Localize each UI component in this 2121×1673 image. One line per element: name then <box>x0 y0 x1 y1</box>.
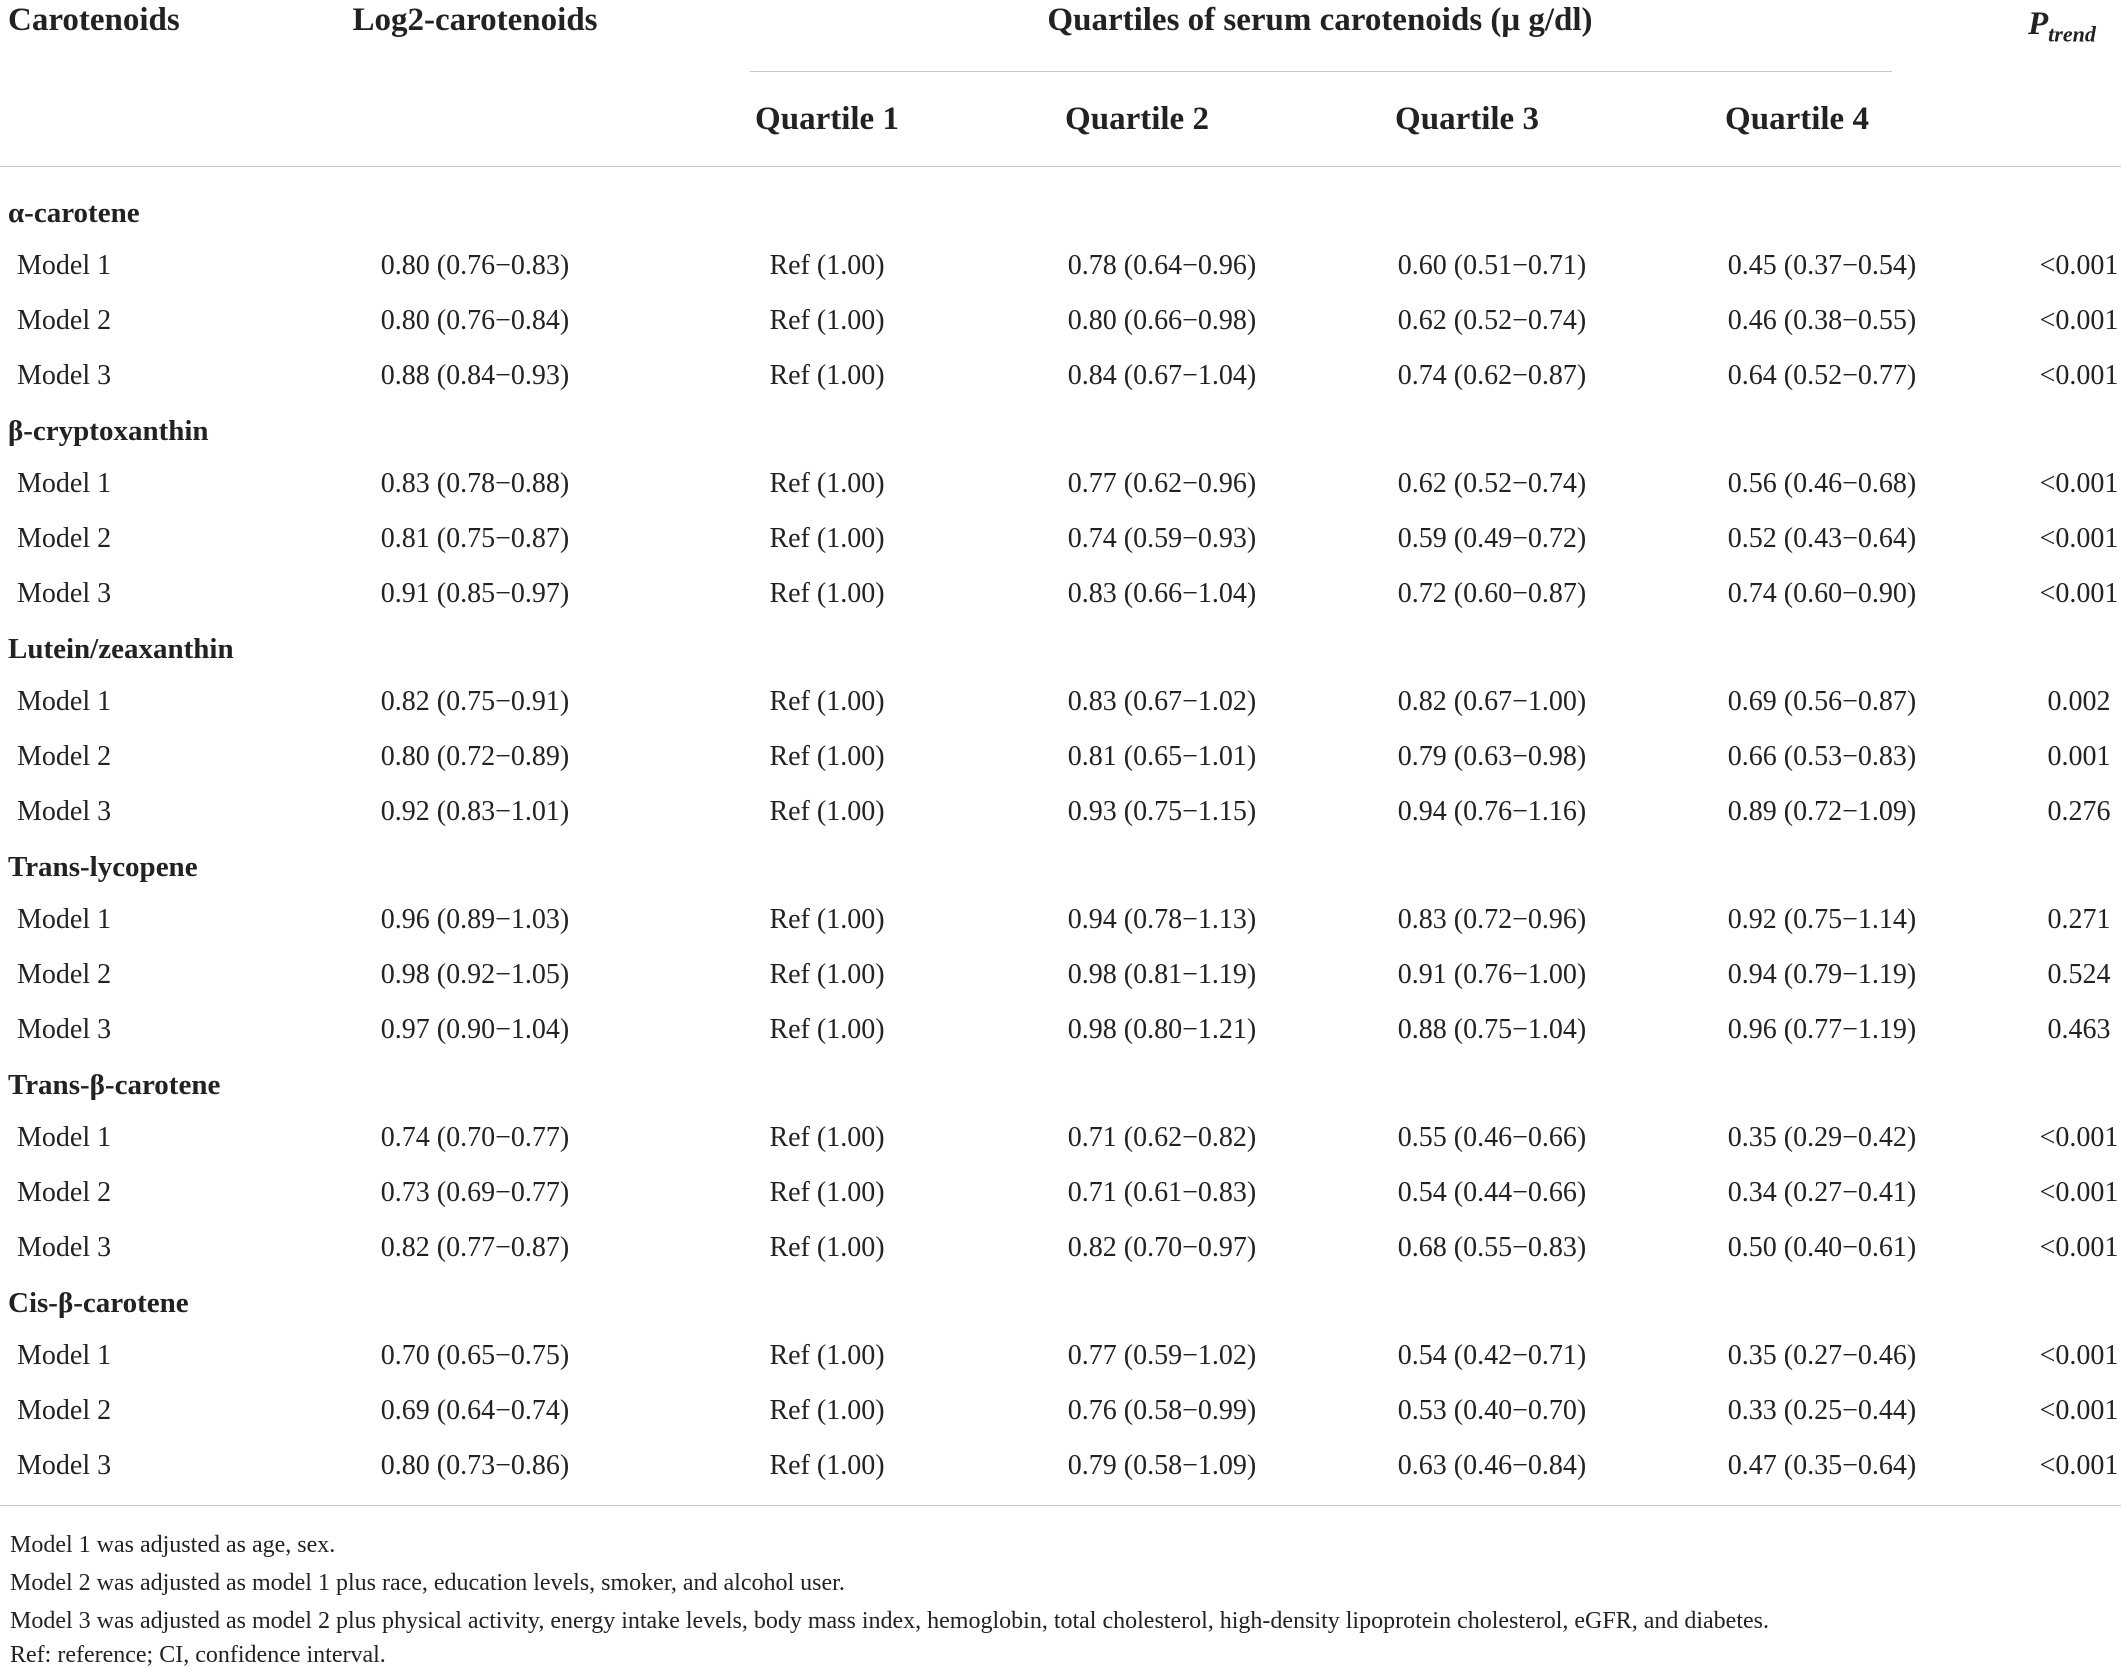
q4-value: 0.74 (0.60−0.90) <box>1727 578 1917 609</box>
header-bottom-rule <box>0 166 2121 167</box>
header-p-trend <box>2028 4 2096 55</box>
p-trend-value: <0.001 <box>2039 1232 2119 1263</box>
q1-value: Ref (1.00) <box>769 959 885 990</box>
model-label: Model 2 <box>17 959 112 990</box>
q4-value: 0.52 (0.43−0.64) <box>1727 523 1917 554</box>
p-trend-value: <0.001 <box>2039 305 2119 336</box>
q2-value: 0.83 (0.66−1.04) <box>1067 578 1257 609</box>
p-trend-main: P <box>2028 6 2049 42</box>
q4-value: 0.33 (0.25−0.44) <box>1727 1395 1917 1426</box>
q2-value: 0.78 (0.64−0.96) <box>1067 250 1257 281</box>
q2-value: 0.84 (0.67−1.04) <box>1067 360 1257 391</box>
q3-value: 0.88 (0.75−1.04) <box>1397 1014 1587 1045</box>
footnote: Ref: reference; CI, confidence interval. <box>10 1642 386 1668</box>
model-label: Model 3 <box>17 360 112 391</box>
log2-value: 0.96 (0.89−1.03) <box>380 904 570 935</box>
q1-value: Ref (1.00) <box>769 1395 885 1426</box>
q3-value: 0.72 (0.60−0.87) <box>1397 578 1587 609</box>
p-trend-value: 0.001 <box>2047 741 2111 772</box>
model-label: Model 3 <box>17 1450 112 1481</box>
q1-value: Ref (1.00) <box>769 1232 885 1263</box>
model-label: Model 1 <box>17 1340 112 1371</box>
q1-value: Ref (1.00) <box>769 360 885 391</box>
header-group-rule <box>750 71 1892 72</box>
p-trend-value: <0.001 <box>2039 1450 2119 1481</box>
q4-value: 0.56 (0.46−0.68) <box>1727 468 1917 499</box>
p-trend-value: <0.001 <box>2039 250 2119 281</box>
header-quartiles-group: Quartiles of serum carotenoids (μ g/dl) <box>1047 2 1593 38</box>
q1-value: Ref (1.00) <box>769 305 885 336</box>
q1-value: Ref (1.00) <box>769 1340 885 1371</box>
p-trend-value: <0.001 <box>2039 523 2119 554</box>
q1-value: Ref (1.00) <box>769 250 885 281</box>
header-quartile-4: Quartile 4 <box>1725 101 1869 137</box>
log2-value: 0.82 (0.77−0.87) <box>380 1232 570 1263</box>
q3-value: 0.60 (0.51−0.71) <box>1397 250 1587 281</box>
q2-value: 0.77 (0.62−0.96) <box>1067 468 1257 499</box>
table-bottom-rule <box>0 1505 2121 1506</box>
log2-value: 0.80 (0.73−0.86) <box>380 1450 570 1481</box>
p-trend-value: <0.001 <box>2039 578 2119 609</box>
q2-value: 0.79 (0.58−1.09) <box>1067 1450 1257 1481</box>
q3-value: 0.62 (0.52−0.74) <box>1397 468 1587 499</box>
log2-value: 0.80 (0.76−0.84) <box>380 305 570 336</box>
group-label: α-carotene <box>8 197 140 229</box>
p-trend-value: 0.271 <box>2047 904 2111 935</box>
q4-value: 0.66 (0.53−0.83) <box>1727 741 1917 772</box>
q4-value: 0.92 (0.75−1.14) <box>1727 904 1917 935</box>
model-label: Model 1 <box>17 250 112 281</box>
q4-value: 0.46 (0.38−0.55) <box>1727 305 1917 336</box>
q4-value: 0.34 (0.27−0.41) <box>1727 1177 1917 1208</box>
q2-value: 0.71 (0.62−0.82) <box>1067 1122 1257 1153</box>
p-trend-value: <0.001 <box>2039 360 2119 391</box>
q2-value: 0.82 (0.70−0.97) <box>1067 1232 1257 1263</box>
model-label: Model 2 <box>17 1395 112 1426</box>
q4-value: 0.64 (0.52−0.77) <box>1727 360 1917 391</box>
log2-value: 0.92 (0.83−1.01) <box>380 796 570 827</box>
log2-value: 0.74 (0.70−0.77) <box>380 1122 570 1153</box>
q3-value: 0.62 (0.52−0.74) <box>1397 305 1587 336</box>
log2-value: 0.91 (0.85−0.97) <box>380 578 570 609</box>
q3-value: 0.94 (0.76−1.16) <box>1397 796 1587 827</box>
q3-value: 0.82 (0.67−1.00) <box>1397 686 1587 717</box>
group-label: Cis-β-carotene <box>8 1287 189 1319</box>
footnote: Model 1 was adjusted as age, sex. <box>10 1532 336 1558</box>
q2-value: 0.93 (0.75−1.15) <box>1067 796 1257 827</box>
p-trend-value: <0.001 <box>2039 468 2119 499</box>
model-label: Model 3 <box>17 578 112 609</box>
q1-value: Ref (1.00) <box>769 578 885 609</box>
q2-value: 0.98 (0.80−1.21) <box>1067 1014 1257 1045</box>
header-carotenoids: Carotenoids <box>8 2 180 38</box>
q3-value: 0.55 (0.46−0.66) <box>1397 1122 1587 1153</box>
q4-value: 0.69 (0.56−0.87) <box>1727 686 1917 717</box>
p-trend-value: 0.002 <box>2047 686 2111 717</box>
log2-value: 0.83 (0.78−0.88) <box>380 468 570 499</box>
header-quartile-1: Quartile 1 <box>755 101 899 137</box>
q1-value: Ref (1.00) <box>769 1122 885 1153</box>
q1-value: Ref (1.00) <box>769 1177 885 1208</box>
footnote: Model 3 was adjusted as model 2 plus physical activity, energy intake levels, body mass index, hemoglobin, total cholesterol, high-density lipoprotein cholesterol, eGFR, and diabetes. <box>10 1608 1769 1634</box>
group-label: β-cryptoxanthin <box>8 415 209 447</box>
q1-value: Ref (1.00) <box>769 468 885 499</box>
q3-value: 0.68 (0.55−0.83) <box>1397 1232 1587 1263</box>
q2-value: 0.80 (0.66−0.98) <box>1067 305 1257 336</box>
q1-value: Ref (1.00) <box>769 1014 885 1045</box>
header-quartile-3: Quartile 3 <box>1395 101 1539 137</box>
q2-value: 0.76 (0.58−0.99) <box>1067 1395 1257 1426</box>
q4-value: 0.50 (0.40−0.61) <box>1727 1232 1917 1263</box>
log2-value: 0.97 (0.90−1.04) <box>380 1014 570 1045</box>
q2-value: 0.98 (0.81−1.19) <box>1067 959 1257 990</box>
model-label: Model 1 <box>17 904 112 935</box>
q3-value: 0.59 (0.49−0.72) <box>1397 523 1587 554</box>
model-label: Model 3 <box>17 1014 112 1045</box>
q3-value: 0.63 (0.46−0.84) <box>1397 1450 1587 1481</box>
q4-value: 0.94 (0.79−1.19) <box>1727 959 1917 990</box>
log2-value: 0.73 (0.69−0.77) <box>380 1177 570 1208</box>
p-trend-value: 0.463 <box>2047 1014 2111 1045</box>
p-trend-value: <0.001 <box>2039 1177 2119 1208</box>
model-label: Model 2 <box>17 305 112 336</box>
log2-value: 0.70 (0.65−0.75) <box>380 1340 570 1371</box>
q2-value: 0.77 (0.59−1.02) <box>1067 1340 1257 1371</box>
q1-value: Ref (1.00) <box>769 741 885 772</box>
model-label: Model 1 <box>17 468 112 499</box>
q1-value: Ref (1.00) <box>769 904 885 935</box>
q2-value: 0.74 (0.59−0.93) <box>1067 523 1257 554</box>
q4-value: 0.35 (0.27−0.46) <box>1727 1340 1917 1371</box>
p-trend-value: <0.001 <box>2039 1122 2119 1153</box>
q3-value: 0.54 (0.44−0.66) <box>1397 1177 1587 1208</box>
log2-value: 0.81 (0.75−0.87) <box>380 523 570 554</box>
q1-value: Ref (1.00) <box>769 686 885 717</box>
q3-value: 0.91 (0.76−1.00) <box>1397 959 1587 990</box>
group-label: Trans-β-carotene <box>8 1069 221 1101</box>
p-trend-value: 0.524 <box>2047 959 2111 990</box>
model-label: Model 1 <box>17 1122 112 1153</box>
q2-value: 0.94 (0.78−1.13) <box>1067 904 1257 935</box>
model-label: Model 2 <box>17 1177 112 1208</box>
q3-value: 0.53 (0.40−0.70) <box>1397 1395 1587 1426</box>
model-label: Model 3 <box>17 1232 112 1263</box>
q3-value: 0.83 (0.72−0.96) <box>1397 904 1587 935</box>
q2-value: 0.83 (0.67−1.02) <box>1067 686 1257 717</box>
q1-value: Ref (1.00) <box>769 523 885 554</box>
q3-value: 0.74 (0.62−0.87) <box>1397 360 1587 391</box>
q3-value: 0.79 (0.63−0.98) <box>1397 741 1587 772</box>
log2-value: 0.82 (0.75−0.91) <box>380 686 570 717</box>
q2-value: 0.81 (0.65−1.01) <box>1067 741 1257 772</box>
p-trend-value: <0.001 <box>2039 1395 2119 1426</box>
log2-value: 0.80 (0.72−0.89) <box>380 741 570 772</box>
q4-value: 0.47 (0.35−0.64) <box>1727 1450 1917 1481</box>
log2-value: 0.69 (0.64−0.74) <box>380 1395 570 1426</box>
model-label: Model 1 <box>17 686 112 717</box>
q1-value: Ref (1.00) <box>769 796 885 827</box>
model-label: Model 2 <box>17 523 112 554</box>
p-trend-value: <0.001 <box>2039 1340 2119 1371</box>
q4-value: 0.89 (0.72−1.09) <box>1727 796 1917 827</box>
group-label: Lutein/zeaxanthin <box>8 633 234 665</box>
log2-value: 0.88 (0.84−0.93) <box>380 360 570 391</box>
q2-value: 0.71 (0.61−0.83) <box>1067 1177 1257 1208</box>
q1-value: Ref (1.00) <box>769 1450 885 1481</box>
log2-value: 0.80 (0.76−0.83) <box>380 250 570 281</box>
q4-value: 0.96 (0.77−1.19) <box>1727 1014 1917 1045</box>
model-label: Model 3 <box>17 796 112 827</box>
group-label: Trans-lycopene <box>8 851 198 883</box>
q4-value: 0.45 (0.37−0.54) <box>1727 250 1917 281</box>
header-log2-carotenoids: Log2-carotenoids <box>352 2 598 38</box>
footnote: Model 2 was adjusted as model 1 plus race, education levels, smoker, and alcohol user. <box>10 1570 845 1596</box>
p-trend-value: 0.276 <box>2047 796 2111 827</box>
p-trend-sub: trend <box>2048 21 2096 47</box>
q4-value: 0.35 (0.29−0.42) <box>1727 1122 1917 1153</box>
log2-value: 0.98 (0.92−1.05) <box>380 959 570 990</box>
model-label: Model 2 <box>17 741 112 772</box>
header-quartile-2: Quartile 2 <box>1065 101 1209 137</box>
q3-value: 0.54 (0.42−0.71) <box>1397 1340 1587 1371</box>
